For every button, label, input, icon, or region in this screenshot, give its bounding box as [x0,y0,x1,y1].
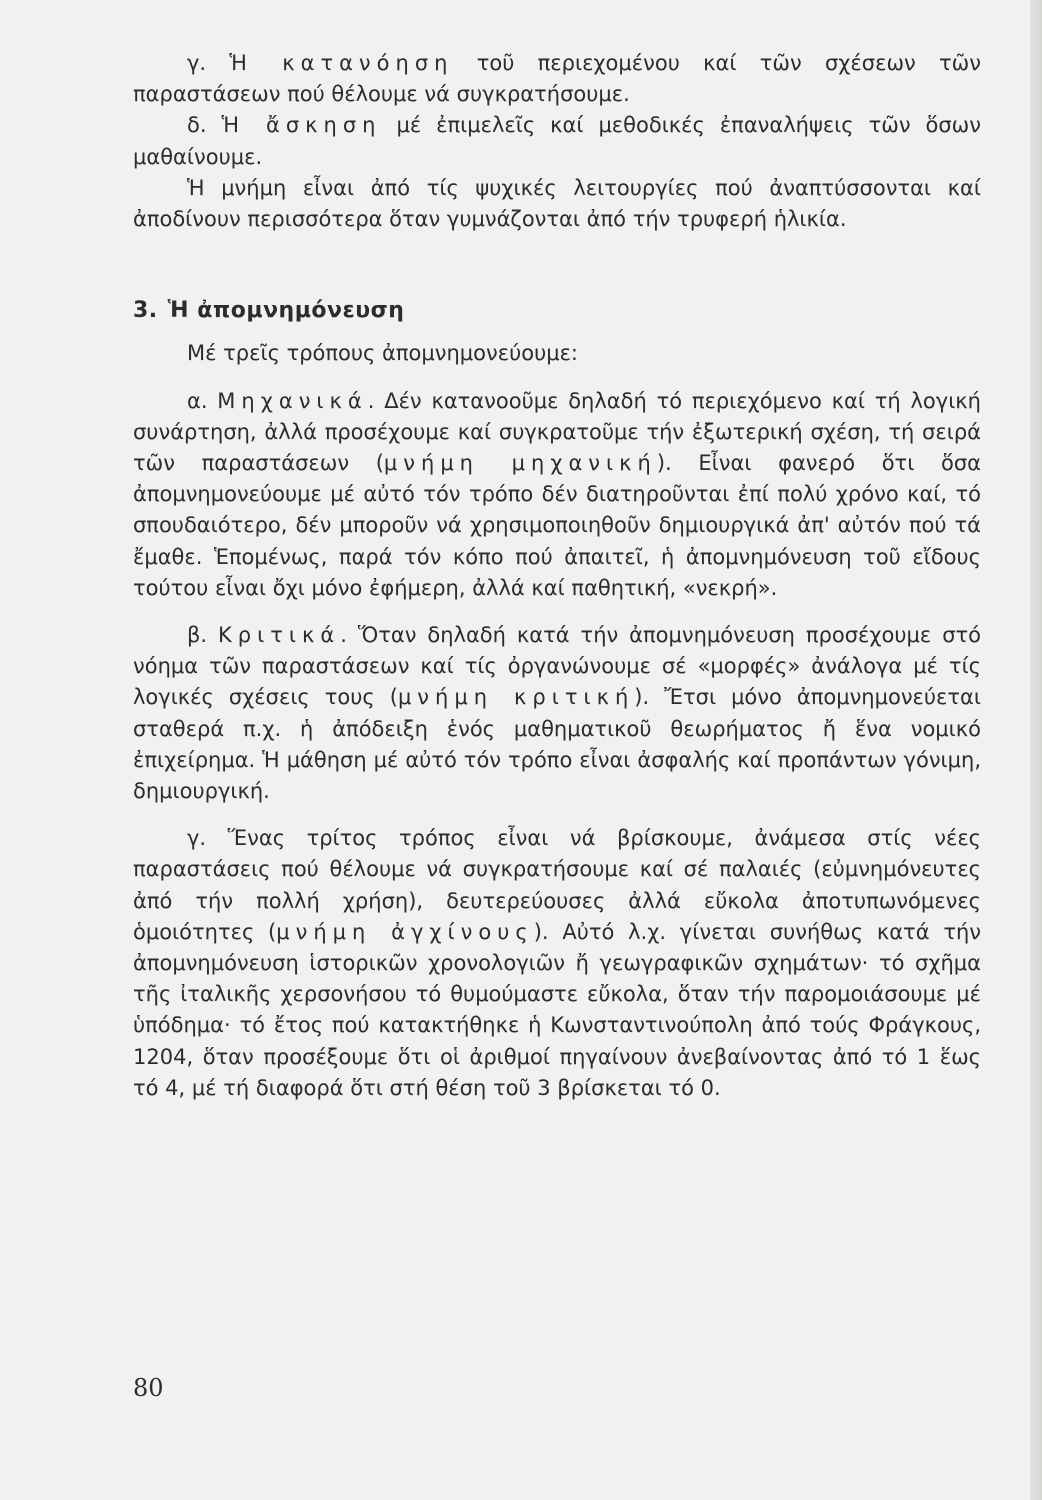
section-heading [133,295,981,326]
paragraph-mechanical [133,386,981,604]
item-label-g: γ. [187,51,230,75]
paragraph-text: ). Αὐτό λ.χ. γίνεται συνήθως κατά τήν ἀπομνημόνευση ἱστορικῶν χρονολογιῶν ἤ γεωγραφικῶν σχημάτων· τό σχῆμα τῆς ἰταλικῆς χερσονήσου τό θυμούμαστε εὔκολα, ὅταν τήν παρομοιάσουμε μέ ὑπόδημα· τό ἔτος πού κατακτήθηκε ἡ Κωνσταντινούπολη ἀπό τούς Φράγκους, 1204, ὅταν προσέξουμε ὅτι οἱ ἀριθμοί πηγαίνουν ἀνεβαίνοντας ἀπό τό 1 ἕως τό 4, μέ τή διαφορά ὅτι στή θέση τοῦ 3 βρίσκεται τό 0. [133,919,981,1100]
page-number: 80 [133,1374,164,1402]
item-label-c: γ. [187,826,228,851]
paragraph-text: Ἕνας τρίτος τρόπος εἶναι νά βρίσκουμε, ἀνάμεσα στίς νέες παραστάσεις πού θέλουμε νά συγκρατήσουμε καί σέ παλαιές (εὐμνημόνευτες ἀπό τήν πολλή χρήση), δευτερεύουσες ἀλλά εὔκολα ἀποτυπωνόμενες ὁμοιότητες ( [133,826,982,944]
paragraph-practice [133,110,981,172]
spaced-term-understanding: Ἡ κατανόηση [229,51,454,75]
page-edge-shadow [1030,0,1042,1500]
section-intro: Μέ τρεῖς τρόπους ἀπομνημονεύουμε: [187,341,579,366]
term-mechanical-memory: μνήμη μηχανική [383,451,657,476]
item-label-b: β. [187,623,219,648]
section-number: 3. [133,298,158,324]
paragraph-critical [133,620,981,807]
paragraph-associative [133,823,981,1104]
paragraph-text: ). Εἶναι φανερό ὅτι ὅσα ἀπομνημονεύουμε μέ αὐτό τόν τρόπο δέν διατηροῦνται ἐπί πολύ χρόνο καί, τό σπουδαιότερο, δέν μποροῦν νά χρησιμοποιηθοῦν δημιουργικά ἀπ' αὐτόν πού τά ἔμαθε. Ἑπομένως, παρά τόν κόπο πού ἀπαιτεῖ, ἡ ἀπομνημόνευση τοῦ εἴδους τούτου εἶναι ὄχι μόνο ἐφήμερη, ἀλλά καί παθητική, «νεκρή». [133,451,981,600]
section-title: Ἡ ἀπομνημόνευση [167,298,405,324]
paragraph-text: . Δέν κατανοοῦμε δηλαδή τό περιεχόμενο καί τή λογική συνάρτηση, ἀλλά προσέχουμε καί συγκρατοῦμε τήν ἐξωτερική σχέση, τή σειρά τῶν παραστάσεων ( [133,388,981,476]
paragraph-text: ). Ἔτσι μόνο ἀπομνημονεύεται σταθερά π.χ. ἡ ἀπόδειξη ἑνός μαθηματικοῦ θεωρήματος ἤ ἕνα νομικό ἐπιχείρημα. Ἡ μάθηση μέ αὐτό τόν τρόπο εἶναι ἀσφαλής καί προπάντων γόνιμη, δημιουργική. [133,685,981,804]
paragraph-memory: Ἡ μνήμη εἶναι ἀπό τίς ψυχικές λειτουργίες πού ἀναπτύσσονται καί ἀποδίνουν περισσότερα ὅταν γυμνάζονται ἀπό τήν τρυφερή ἡλικία. [133,175,981,232]
spaced-term-practice: Ἡ ἄσκηση [221,113,382,138]
term-critical-memory: μνήμη κριτική [397,685,635,710]
item-label-d: δ. [187,113,222,138]
paragraph-understanding [133,48,981,110]
term-associative-memory: μνήμη ἀγχίνους [276,919,534,944]
page-body [133,48,981,1104]
paragraph-text: μέ ἐπιμελεῖς καί μεθοδικές ἐπαναλήψεις τῶν ὅσων μαθαίνουμε. [133,113,981,169]
item-label-a: α. [187,388,218,413]
spaced-term-critical: Κριτικά [218,623,341,648]
paragraph-text: τοῦ περιεχομένου καί τῶν σχέσεων τῶν παραστάσεων πού θέλουμε νά συγκρατήσουμε. [133,51,981,107]
paragraph-text: . Ὅταν δηλαδή κατά τήν ἀπομνημόνευση προσέχουμε στό νόημα τῶν παραστάσεων καί τίς ὀργανώνουμε σέ «μορφές» ἀνάλογα μέ τίς λογικές σχέσεις τους ( [133,623,981,710]
spaced-term-mechanical: Μηχανικά [217,388,368,413]
